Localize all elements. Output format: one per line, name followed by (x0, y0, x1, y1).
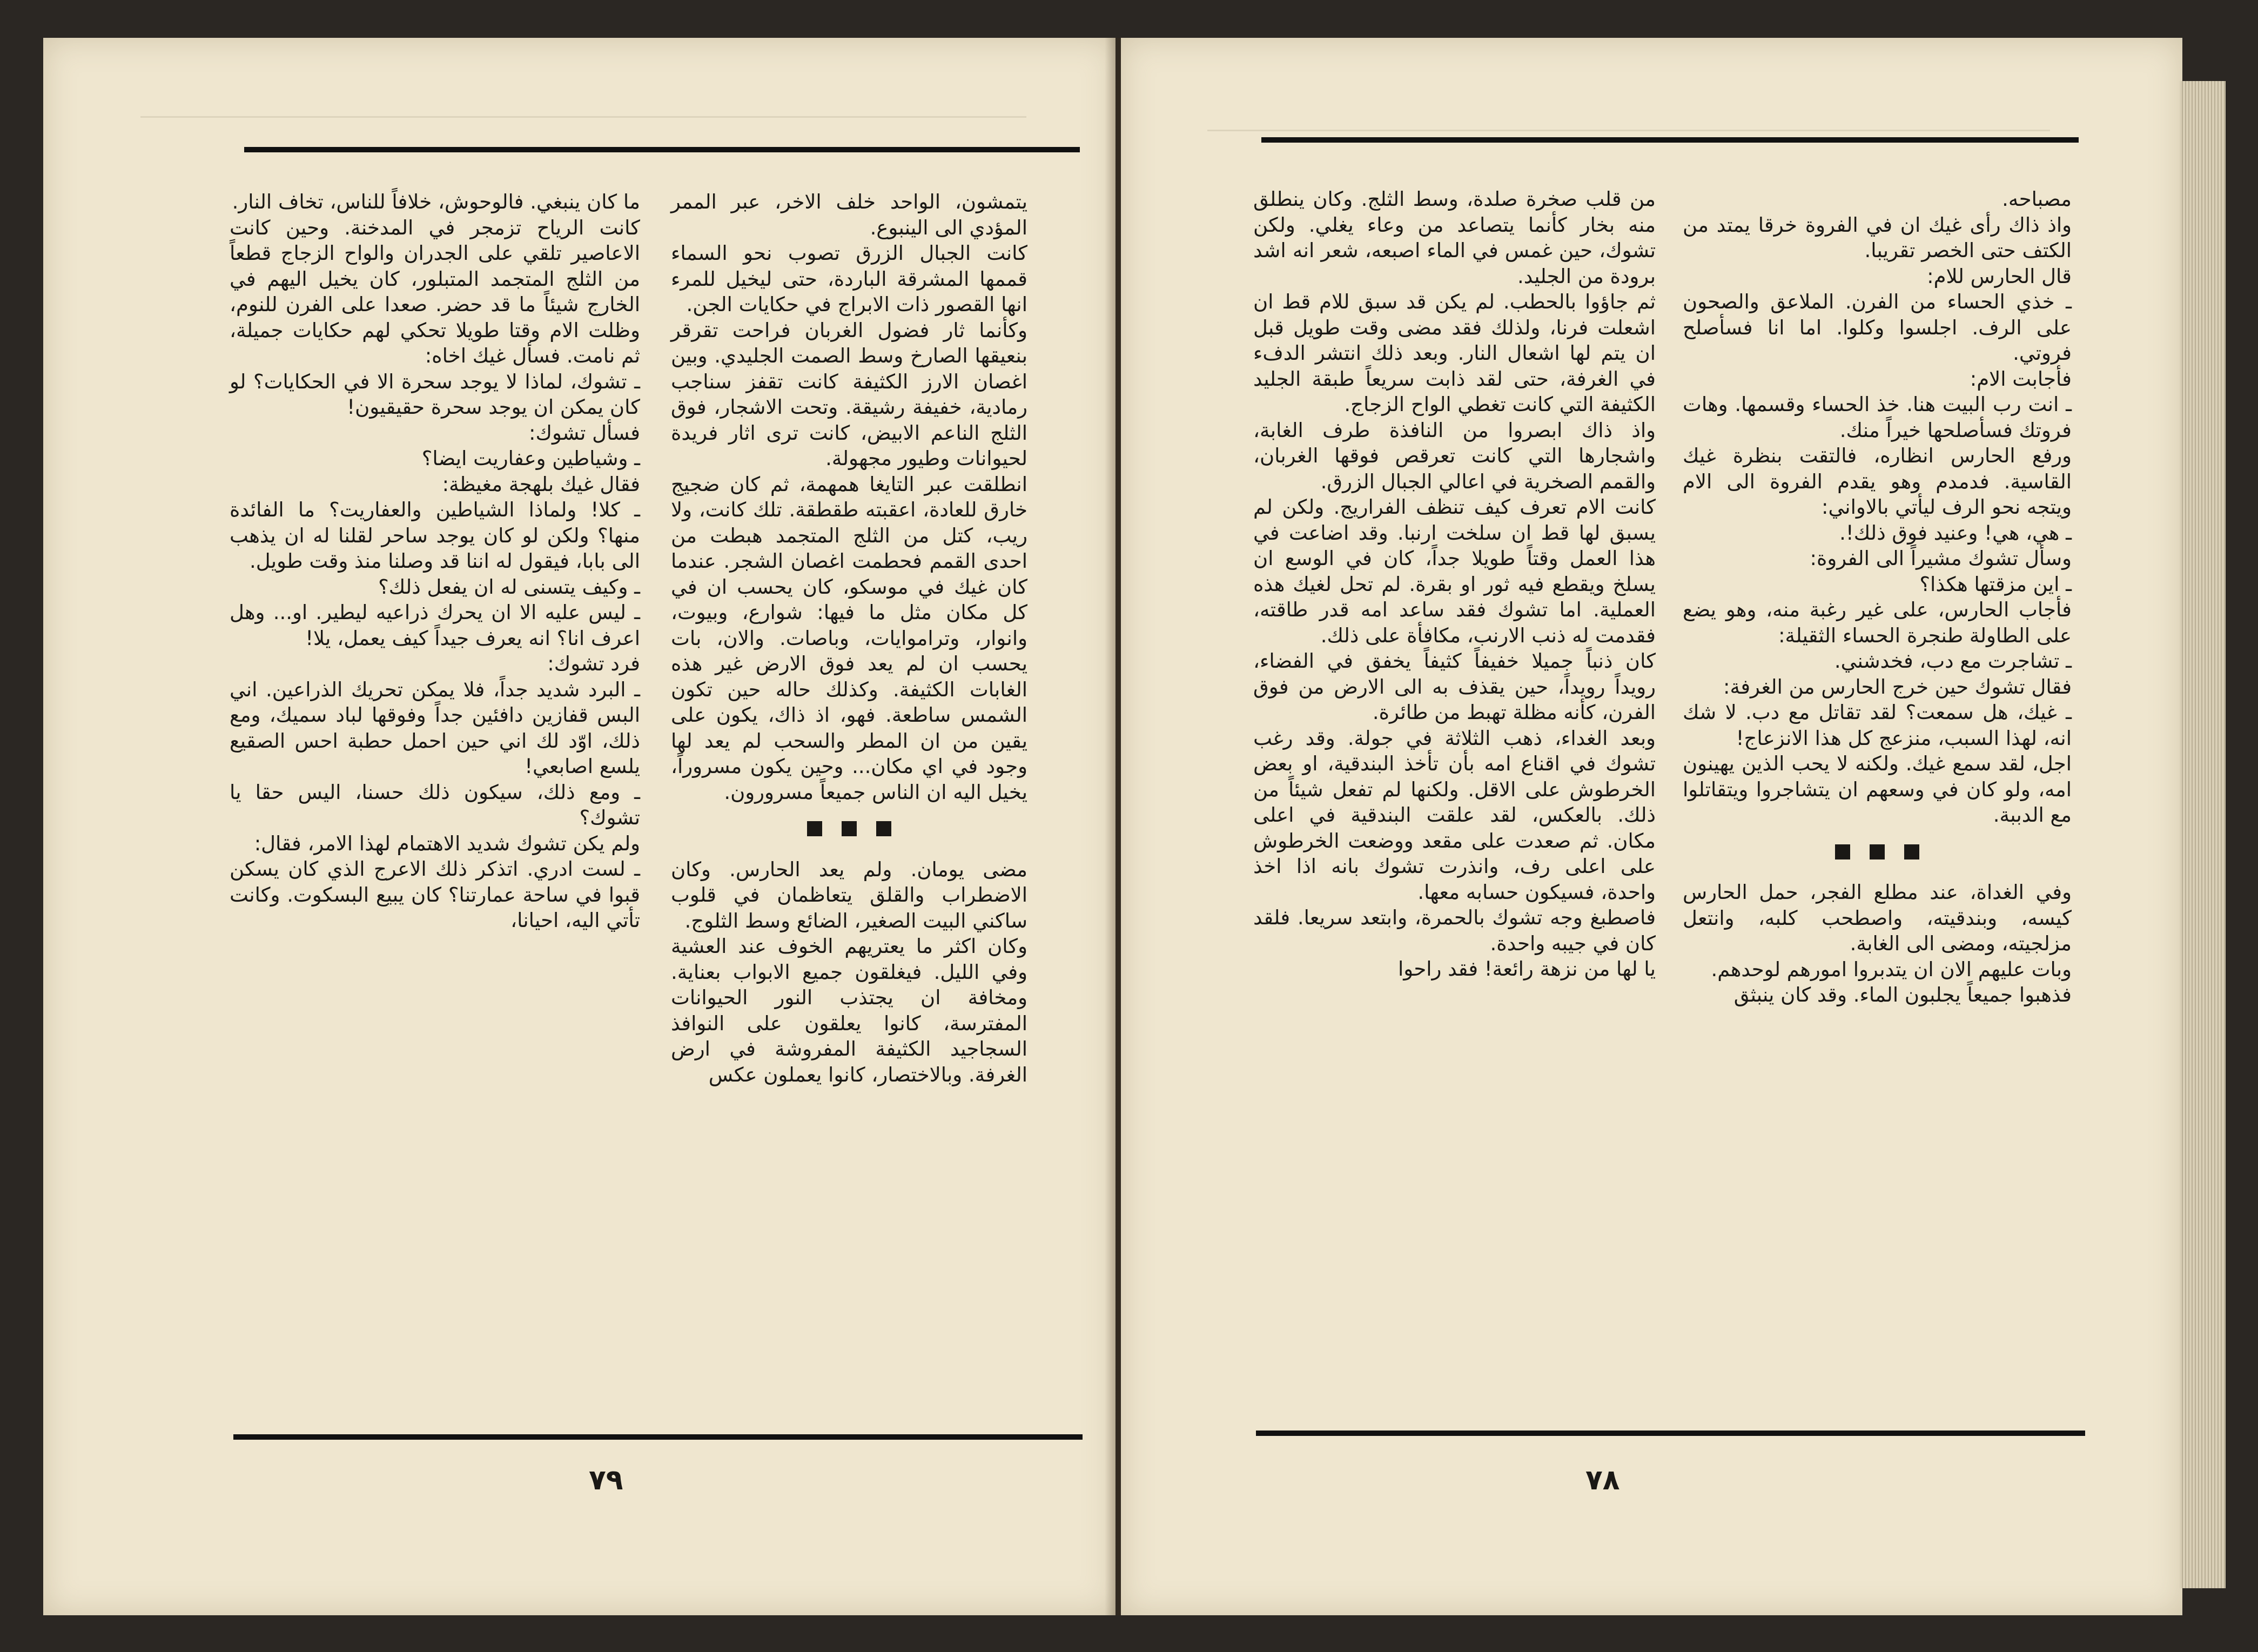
paragraph: كانت الام تعرف كيف تنظف الفراريج. ولكن لم يسبق لها قط ان سلخت ارنبا. وقد اضاعت في هذا العمل وقتاً طويلا جداً، كان في الوسع ان يسلخ ويقطع فيه ثور او بقرة. لم تحل لغيك هذه العملية. اما تشوك فقد ساعد امه قدر طاقته، فقدمت له ذنب الارنب، مكافأة على ذلك. (1253, 495, 1656, 647)
paragraph: فقال تشوك حين خرج الحارس من الغرفة: (1723, 675, 2072, 699)
paragraph: فسأل تشوك: (529, 421, 640, 445)
paragraph: يتمشون، الواحد خلف الاخر، عبر الممر المؤدي الى الينبوع. (671, 190, 1027, 239)
left-page (43, 38, 1115, 1615)
paragraph: ـ وكيف يتسنى له ان يفعل ذلك؟ (378, 575, 640, 599)
paragraph: يا لها من نزهة رائعة! فقد راحوا (1398, 957, 1656, 981)
paragraph: ـ ليس عليه الا ان يحرك ذراعيه ليطير. او... وهل اعرف انا؟ انه يعرف جيداً كيف يعمل، يلا! (230, 601, 640, 650)
paragraph: ـ اين مزقتها هكذا؟ (1919, 572, 2072, 596)
paragraph: ولم يكن تشوك شديد الاهتمام لهذا الامر، فقال: (254, 831, 640, 855)
paragraph: وفي الغداة، عند مطلع الفجر، حمل الحارس كيسه، وبندقيته، واصطحب كلبه، وانتعل مزلجيته، ومضى الى الغابة. (1683, 881, 2072, 955)
section-separator (671, 817, 1027, 843)
left-page-column-right (671, 189, 1027, 1087)
paragraph: واذ ذاك رأى غيك ان في الفروة خرقا يمتد من الكتف حتى الخصر تقريبا. (1683, 213, 2072, 262)
paragraph: من قلب صخرة صلدة، وسط الثلج. وكان ينطلق منه بخار كأنما يتصاعد من وعاء يغلي. ولكن تشوك، حين غمس في الماء اصبعه، شعر انه اشد برودة من الجليد. (1253, 187, 1656, 288)
paragraph: مصباحه. (2002, 187, 2072, 211)
paragraph: كانت الرياح تزمجر في المدخنة. وحين كانت الاعاصير تلقي على الجدران والواح الزجاج قطعاً من الثلج المتجمد المتبلور، كان يخيل اليهم في الخارج شيئاً ما قد حضر. صعدا على الفرن للنوم، وظلت الام وقتا طويلا تحكي لهم حكايات جميلة، ثم نامت. فسأل غيك اخاه: (230, 216, 640, 367)
paragraph: فأجابت الام: (1970, 367, 2072, 391)
paragraph: وكأنما ثار فضول الغربان فراحت تقرقر بنعيقها الصارخ وسط الصمت الجليدي. وبين اغصان الارز الكثيفة كانت تقفز سناجب رمادية، خفيفة رشيقة. وتحت الاشجار، فوق الثلج الناعم الابيض، كانت ترى اثار فريدة لحيوانات وطيور مجهولة. (671, 318, 1027, 470)
right-page (1121, 38, 2182, 1615)
paragraph: ما كان ينبغي. فالوحوش، خلافاً للناس، تخاف النار. (232, 190, 640, 213)
paragraph: فقال غيك بلهجة مغيظة: (442, 472, 640, 496)
paragraph: ـ ومع ذلك، سيكون ذلك حسنا، اليس حقا يا تشوك؟ (230, 780, 640, 829)
paragraph: ثم جاؤوا بالحطب. لم يكن قد سبق للام قط ان اشعلت فرنا، ولذلك فقد مضى وقت طويل قبل ان يتم لها اشعال النار. وبعد ذلك انتشر الدفء في الغرفة، حتى لقد ذابت سريعاً طبقة الجليد الكثيفة التي كانت تغطي الواح الزجاج. (1253, 290, 1656, 416)
bottom-rule (1256, 1431, 2085, 1436)
paragraph: كانت الجبال الزرق تصوب نحو السماء قممها المشرقة الباردة، حتى ليخيل للمرء انها القصور ذات الابراج في حكايات الجن. (671, 241, 1027, 316)
paragraph: ـ تشاجرت مع دب، فخدشني. (1834, 649, 2072, 673)
paragraph: ـ انت رب البيت هنا. خذ الحساء وقسمها. وهات فروتك فسأصلحها خيراً منك. (1683, 393, 2072, 442)
paragraph: ـ كلا! ولماذا الشياطين والعفاريت؟ ما الفائدة منها؟ ولكن لو كان يوجد ساحر لقلنا له ان يذهب الى بابا، فيقول له اننا قد وصلنا منذ وقت طويل. (230, 498, 640, 573)
paragraph: فرد تشوك: (547, 652, 640, 675)
paragraph: فاصطبغ وجه تشوك بالحمرة، وابتعد سريعا. فلقد كان في جيبه واحدة. (1253, 906, 1656, 955)
page-stack-edge (2180, 81, 2226, 1588)
paragraph: ـ لست ادري. اتذكر ذلك الاعرج الذي كان يسكن قبوا في ساحة عمارتنا؟ كان يبيع البسكوت. وكانت تأتي اليه، احيانا، (230, 857, 640, 932)
paragraph: وبات عليهم الان ان يتدبروا امورهم لوحدهم. (1711, 957, 2072, 981)
paragraph: مضى يومان. ولم يعد الحارس. وكان الاضطراب والقلق يتعاظمان في قلوب ساكني البيت الصغير، الضائع وسط الثلوج. (671, 857, 1027, 932)
paragraph: واذ ذاك ابصروا من النافذة طرف الغابة، واشجارها التي كانت تعرقص فوقها الغربان، والقمم الصخرية في اعالي الجبال الزرق. (1253, 418, 1656, 493)
paragraph: وكان اكثر ما يعتريهم الخوف عند العشية وفي الليل. فيغلقون جميع الابواب بعناية. ومخافة ان يجتذب النور الحيوانات المفترسة، كانوا يعلقون على النوافذ السجاجيد الكثيفة المفروشة في ارض الغرفة. وبالاختصار، كانوا يعملون عكس (671, 935, 1027, 1086)
paragraph: قال الحارس للام: (1927, 264, 2072, 288)
paragraph: وبعد الغداء، ذهب الثلاثة في جولة. وقد رغب تشوك في اقناع امه بأن تأخذ البندقية، او بعض الخرطوش على الاقل. ولكنها لم تفعل شيئاً من ذلك. بالعكس، لقد علقت البندقية في اعلى مكان. ثم صعدت على مقعد ووضعت الخرطوش على اعلى رف، وانذرت تشوك بانه اذا اخذ واحدة، فسيكون حسابه معها. (1253, 726, 1656, 904)
paragraph: ـ البرد شديد جداً، فلا يمكن تحريك الذراعين. اني البس قفازين دافئين جداً وفوقها لباد سميك، ومع ذلك، اوّد لك اني حين احمل حطبة احس الصقيع يلسع اصابعي! (230, 677, 640, 778)
paragraph: وسأل تشوك مشيراً الى الفروة: (1810, 547, 2072, 570)
right-page-column-right (1683, 186, 2072, 1008)
paragraph: انطلقت عبر التايغا همهمة، ثم كان ضجيج خارق للعادة، اعقبته طقطقة. تلك كانت، ولا ريب، كتل من الثلج المتجمد هبطت من احدى القمم فحطمت اغصان الشجر. عندما كان غيك في موسكو، كان يحسب ان في كل مكان مثل ما فيها: شوارع، وبيوت، وانوار، وتراموايات، وباصات. والان، بات يحسب ان لم يعد فوق الارض غير هذه الغابات الكثيفة. وكذلك حاله حين تكون الشمس ساطعة. فهو، اذ ذاك، يكون على يقين من ان المطر والسحب لم يعد لها وجود في اي مكان... وحين يكون مسروراً، يخيل اليه ان الناس جميعاً مسرورون. (671, 472, 1027, 804)
paragraph: ورفع الحارس انظاره، فالتقت بنظرة غيك القاسية. فدمدم وهو يقدم الفروة الى الام ويتجه نحو الرف ليأتي بالاواني: (1683, 444, 2072, 519)
page-number: ٧٩ (589, 1464, 623, 1496)
paragraph: ـ غيك، هل سمعت؟ لقد تقاتل مع دب. لا شك انه، لهذا السبب، منزعج كل هذا الانزعاج! (1683, 701, 2072, 750)
paragraph: كان ذنباً جميلا خفيفاً كثيفاً يخفق في الفضاء، رويداً رويداً، حين يقذف به الى الارض من فوق الفرن، كأنه مظلة تهبط من طائرة. (1253, 649, 1656, 724)
page-number: ٧٨ (1585, 1464, 1620, 1496)
paragraph: ـ وشياطين وعفاريت ايضا؟ (421, 447, 640, 470)
paragraph: فذهبوا جميعاً يجلبون الماء. وقد كان ينبثق (1733, 983, 2072, 1006)
top-rule (244, 147, 1080, 152)
paragraph: ـ خذي الحساء من الفرن. الملاعق والصحون على الرف. اجلسوا وكلوا. اما انا فسأصلح فروتي. (1683, 290, 2072, 365)
section-separator (1683, 840, 2072, 866)
paragraph: ـ هي، هي! وعنيد فوق ذلك!. (1839, 521, 2072, 545)
bottom-rule (233, 1434, 1083, 1440)
right-page-column-left (1253, 186, 1656, 982)
left-page-column-left (230, 189, 640, 934)
paragraph: فأجاب الحارس، على غير رغبة منه، وهو يضع على الطاولة طنجرة الحساء الثقيلة: (1683, 598, 2072, 647)
paragraph: اجل، لقد سمع غيك. ولكنه لا يحب الذين يهينون امه، ولو كان في وسعهم ان يتشاجروا ويتقاتلوا مع الدببة. (1683, 752, 2072, 827)
paragraph: ـ تشوك، لماذا لا يوجد سحرة الا في الحكايات؟ لو كان يمكن ان يوجد سحرة حقيقيون! (230, 370, 640, 419)
top-rule (1261, 137, 2079, 143)
